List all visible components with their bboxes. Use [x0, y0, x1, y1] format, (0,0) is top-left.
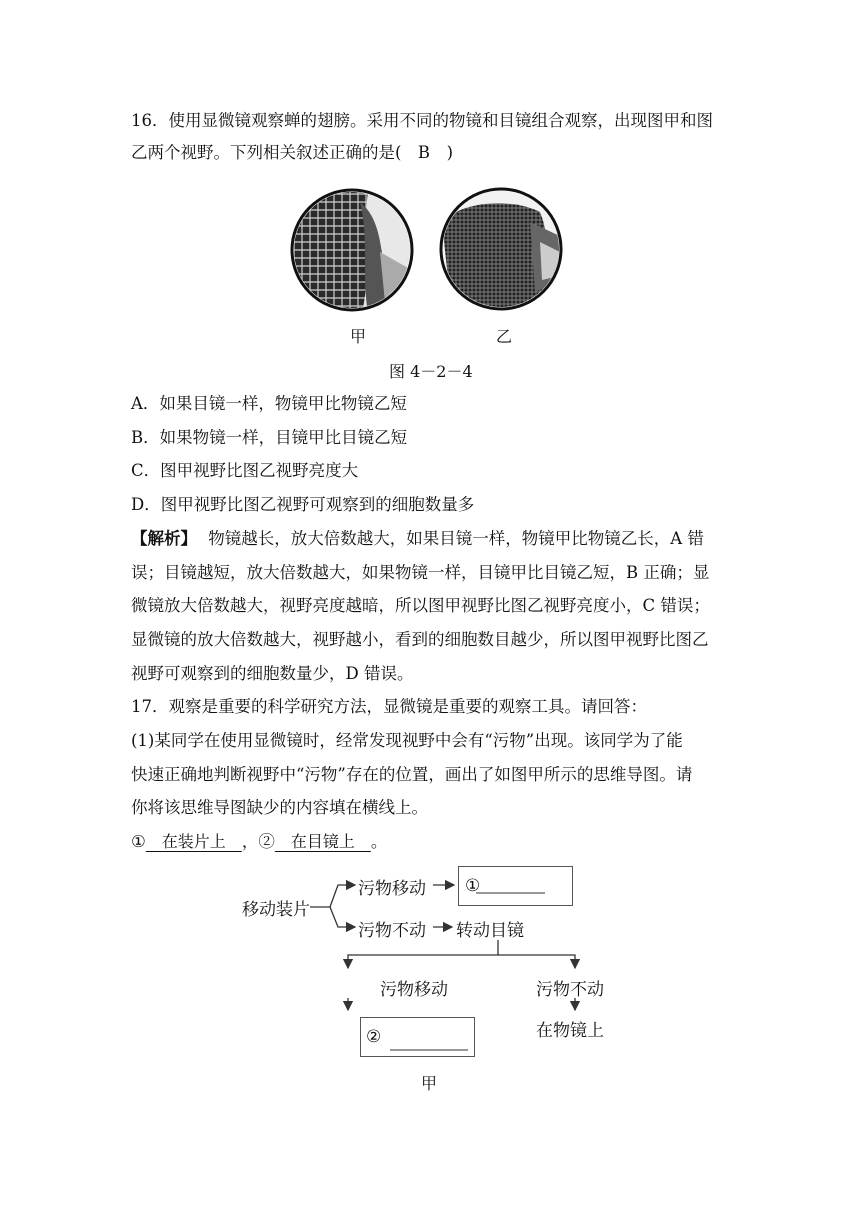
analysis-line3: 微镜放大倍数越大，视野亮度越暗，所以图甲视野比图乙视野亮度小，C 错误；	[131, 596, 710, 615]
answer-1: 在装片上	[145, 832, 242, 851]
analysis-line2: 误；目镜越短，放大倍数越大，如果物镜一样，目镜甲比目镜乙短，B 正确；显	[131, 563, 710, 582]
q17-stem-line1: 17．观察是重要的科学研究方法，显微镜是重要的观察工具。请回答：	[131, 697, 647, 716]
flow-on-objective: 在物镜上	[536, 1021, 604, 1041]
answer-2: 在目镜上	[274, 832, 371, 851]
q16-option-b: B．如果物镜一样，目镜甲比目镜乙短	[131, 428, 408, 447]
flow-dirt-still: 污物不动	[358, 921, 426, 941]
flow-blank-2: ②	[366, 1027, 382, 1047]
q16-stem-line2: 乙两个视野。下列相关叙述正确的是( B )	[131, 143, 453, 162]
analysis-line5: 视野可观察到的细胞数量少，D 错误。	[131, 664, 414, 683]
q16-option-d: D．图甲视野比图乙视野可观察到的细胞数量多	[131, 495, 475, 514]
analysis-text1: 物镜越长，放大倍数越大，如果目镜一样，物镜甲比物镜乙长，A 错	[208, 529, 704, 548]
figure-caption: 图 4－2－4	[389, 362, 473, 381]
answer-marker-1: ①	[131, 832, 146, 851]
answer-separator: ，②	[241, 832, 275, 851]
q16-stem-line1: 16．使用显微镜观察蝉的翅膀。采用不同的物镜和目镜组合观察，出现图甲和图	[131, 111, 713, 130]
analysis-line1	[131, 529, 704, 549]
q17-stem-line4: 你将该思维导图缺少的内容填在横线上。	[131, 798, 428, 817]
q17-answer-line	[131, 832, 387, 852]
flow-blank-1: ①	[465, 876, 481, 896]
flow-rotate-eyepiece: 转动目镜	[456, 921, 524, 941]
flow-dirt-moves: 污物移动	[358, 879, 426, 899]
q17-stem-line3: 快速正确地判断视野中“污物”存在的位置，画出了如图甲所示的思维导图。请	[131, 765, 693, 784]
answer-end: 。	[370, 832, 388, 851]
flowchart-caption: 甲	[421, 1074, 438, 1093]
flow-dirt-moves-2: 污物移动	[380, 980, 448, 1000]
q16-option-c: C．图甲视野比图乙视野亮度大	[131, 461, 359, 480]
field-jia	[290, 182, 420, 322]
label-jia: 甲	[350, 327, 367, 346]
analysis-tag: 【解析】	[131, 529, 197, 548]
q17-stem-line2: (1)某同学在使用显微镜时，经常发现视野中会有“污物”出现。该同学为了能	[131, 731, 683, 750]
q16-option-a: A．如果目镜一样，物镜甲比物镜乙短	[131, 394, 407, 413]
analysis-line4: 显微镜的放大倍数越大，视野越小，看到的细胞数目越少，所以图甲视野比图乙	[131, 630, 709, 649]
microscope-fields-figure	[290, 182, 580, 322]
label-yi: 乙	[496, 327, 513, 346]
flow-dirt-still-2: 污物不动	[536, 980, 604, 1000]
field-yi	[440, 182, 570, 322]
flow-move-slide: 移动装片	[242, 900, 310, 920]
